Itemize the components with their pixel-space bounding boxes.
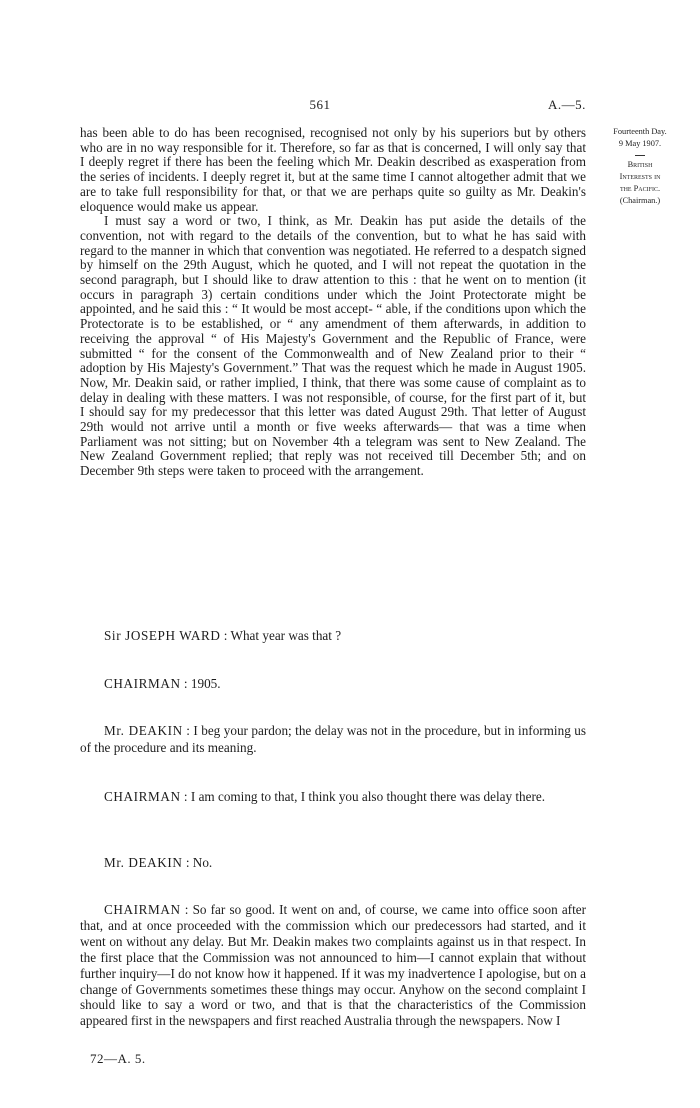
speech-text: No. — [192, 855, 213, 870]
margin-note-speaker: (Chairman.) — [619, 196, 661, 205]
speech-text: 1905. — [190, 676, 221, 691]
speaker-name: Mr. DEAKIN — [104, 855, 183, 870]
exchange-chairman-2: CHAIRMAN : I am coming to that, I think you also thought there was delay there. — [104, 789, 546, 804]
margin-note-subject-3: the Pacific. — [619, 184, 661, 193]
exchange-chairman-3: CHAIRMAN : So far so good. It went on and, of course, we came into office soon after that, and at once proceeded with the commission which our predecessors had started, and it went on without any delay. But Mr. Deakin makes two complaints against us in that respect. In the first place that the Commission was not announced to him—I cannot explain that without further inquiry—I do not know how it happened. If it was my inadvertence I apologise, but on a change of Governments sometimes these things may occur. Anyhow on the second complaint I should like to say a word or two, and that is that the characteristics of the Commission appeared first in the newspapers and first reached Australia through the newspapers. Now I — [80, 902, 586, 1029]
main-body — [80, 126, 586, 479]
speech-text: I beg your pardon; the delay was not in the procedure, but in informing us of the procedure and its meaning. — [80, 723, 586, 755]
margin-note-subject-2: Interests in — [619, 172, 661, 181]
margin-note — [594, 126, 686, 207]
speaker-name: CHAIRMAN — [104, 789, 181, 804]
signature-mark: 72—A. 5. — [90, 1051, 146, 1066]
paragraph-continuation: has been able to do has been recognised, recognised not only by his superiors but by others who are in no way responsible for it. Therefore, so far as that is concerned, I will only say that I deeply regret if there has been the feeling which Mr. Deakin described as exasperation from the series of incidents. I deeply regret it, but at the same time I cannot altogether admit that we are to take full responsibility for that, or that we are perhaps quite so guilty as Mr. Deakin's eloquence would make us appear. — [80, 125, 586, 214]
paragraph-despatch: I must say a word or two, I think, as Mr. Deakin has put aside the details of the convention, not with regard to the details of the convention, but to what he has said with regard to the manner in which that convention was negotiated. He referred to a despatch signed by himself on the 29th August, which he quoted, and I will not repeat the quotation in the second paragraph, but I should like to draw attention to this : that he went on to mention (it occurs in paragraph 3) certain conditions under which the Joint Protectorate might be appointed, and he said this : “ It would be most accept- “ able, if the conditions upon which the Protectorate is to be established, or “ any amendment of them afterwards, in addition to receiving the approval “ of His Majesty's Government and the Republic of France, were submitted “ for the consent of the Commonwealth and of New Zealand prior to their “ adoption by His Majesty's Government.” That was the request which he made in August 1905. Now, Mr. Deakin said, or rather implied, I think, that there was some cause of complaint as to delay in dealing with these matters. I was not responsible, of course, for the first part of it, but I should say for my predecessor that this letter was dated August 29th. That letter of August 29th would not arrive until a month or five weeks afterwards— that was a time when Parliament was not sitting; but on November 4th a telegram was sent to New Zealand. The New Zealand Government replied; that reply was not received till December 5th; and on December 9th steps were taken to proceed with the arrangement. — [80, 213, 586, 479]
margin-note-subject-1: British — [627, 160, 653, 169]
exchange-chairman-1: CHAIRMAN : 1905. — [104, 676, 221, 691]
speech-text: What year was that ? — [230, 628, 342, 643]
speaker-name: CHAIRMAN — [104, 902, 181, 917]
exchange-deakin-1: Mr. DEAKIN : I beg your pardon; the delay was not in the procedure, but in informing us of the procedure and its meaning. — [80, 723, 586, 755]
margin-note-divider — [635, 155, 645, 156]
page-number: 561 — [309, 97, 331, 112]
margin-note-day: Fourteenth Day. — [613, 127, 667, 136]
exchange-deakin-2: Mr. DEAKIN : No. — [104, 855, 213, 870]
margin-note-date: 9 May 1907. — [618, 139, 662, 148]
speaker-name: Mr. DEAKIN — [104, 723, 183, 738]
speech-text: I am coming to that, I think you also thought there was delay there. — [190, 789, 546, 804]
document-reference: A.—5. — [548, 97, 586, 112]
speech-text: So far so good. It went on and, of course, we came into office soon after that, and at once proceeded with the commission which our predecessors had started, and it went on without any delay. But Mr. Deakin makes two complaints against us in that respect. In the first place that the Commission was not announced to him—I cannot explain that without further inquiry—I do not know how it happened. If it was my inadvertence I apologise, but on a change of Governments sometimes these things may occur. Anyhow on the second complaint I should like to say a word or two, and that is that the characteristics of the Commission appeared first in the newspapers and first reached Australia through the newspapers. Now I — [80, 902, 586, 1029]
speaker-name: Sir JOSEPH WARD — [104, 628, 221, 643]
speaker-name: CHAIRMAN — [104, 676, 181, 691]
exchange-ward: Sir JOSEPH WARD : What year was that ? — [104, 628, 342, 643]
